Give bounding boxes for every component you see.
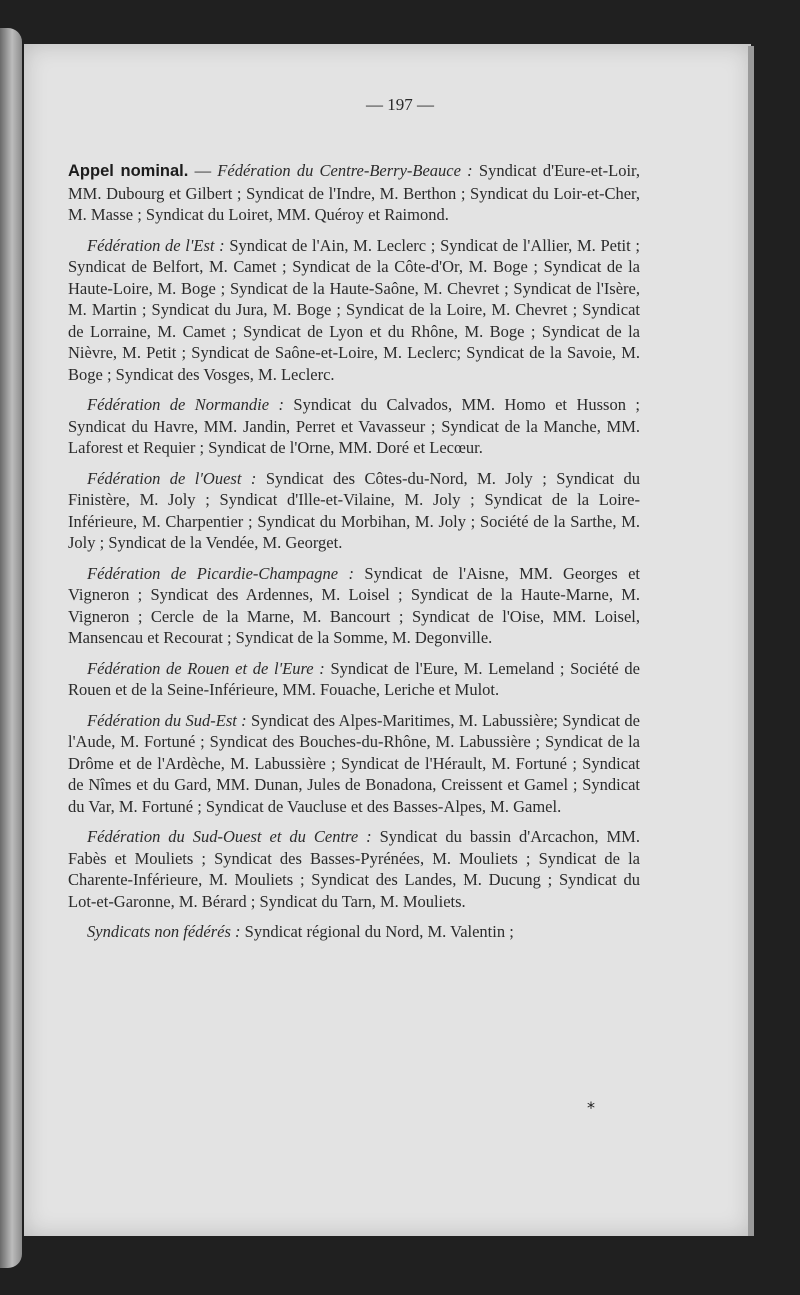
federation-heading: Fédération du Sud-Ouest et du Centre : (87, 827, 372, 846)
page-edge-shadow (748, 46, 754, 1236)
federation-body: Syndicat de l'Eure, M. Lemeland ; Société de Rouen et de la Seine-Inférieure, MM. Fouache, Leriche et Mulot. (68, 658, 640, 699)
footer-asterisk: * (587, 1098, 595, 1117)
federation-heading: Fédération de Rouen et de l'Eure : (87, 658, 325, 678)
federation-body: Syndicat du bassin d'Arcachon, MM. Fabès et Mouliets ; Syndicat des Basses-Pyrénées, M. Mouliets ; Syndicat de la Charente-Inférieure, M. Mouliets ; Syndicat des Landes, M. Ducung ; Syndicat du Lot-et-Garonne, M. Bérard ; Syndicat du Tarn, M. Mouliets. (68, 827, 640, 911)
federation-heading: Fédération de l'Est : (87, 235, 225, 255)
paragraph-federation-rouen-eure (68, 658, 640, 701)
federation-body: Syndicat régional du Nord, M. Valentin ; (240, 922, 514, 941)
paragraph-federation-sud-est (68, 710, 640, 818)
federation-body: Syndicat du Calvados, MM. Homo et Husson ; Syndicat du Havre, MM. Jandin, Perret et Vavasseur ; Syndicat de la Manche, MM. Laforest et Requier ; Syndicat de l'Orne, MM. Doré et Lecœur. (68, 395, 640, 457)
paragraph-federation-sud-ouest-centre (68, 826, 640, 912)
page-number: — 197 — (366, 95, 434, 114)
federation-body: Syndicat d'Eure-et-Loir, MM. Dubourg et Gilbert ; Syndicat de l'Indre, M. Berthon ; Syndicat du Loir-et-Cher, M. Masse ; Syndicat du Loiret, MM. Quéroy et Raimond. (68, 161, 640, 224)
paragraph-federation-picardie-champagne (68, 563, 640, 649)
facing-page-edge (0, 28, 22, 1268)
federation-body: Syndicat des Côtes-du-Nord, M. Joly ; Syndicat du Finistère, M. Joly ; Syndicat d'Ille-et-Vilaine, M. Joly ; Syndicat de la Loire-Inférieure, M. Charpentier ; Syndicat du Morbihan, M. Joly ; Société de la Sarthe, M. Joly ; Syndicat de la Vendée, M. Georget. (68, 468, 640, 552)
federation-heading: Fédération de Normandie : (87, 395, 284, 414)
federation-heading: Fédération de l'Ouest : (87, 468, 257, 488)
page-body (68, 160, 640, 943)
paragraph-roll-call (68, 160, 640, 226)
roll-call-title: Appel nominal. (68, 162, 189, 180)
paragraph-syndicats-non-federes (68, 921, 640, 943)
paragraph-federation-est (68, 235, 640, 386)
federation-heading: Fédération de Picardie-Champagne : (87, 563, 355, 583)
paragraph-federation-normandie (68, 394, 640, 459)
federation-heading: Fédération du Sud-Est : (87, 710, 247, 730)
roll-call-dash: — (188, 161, 218, 180)
federation-body: Syndicat de l'Ain, M. Leclerc ; Syndicat de l'Allier, M. Petit ; Syndicat de Belfort, M. Camet ; Syndicat de la Côte-d'Or, M. Boge ; Syndicat de la Haute-Loire, M. Boge ; Syndicat de la Haute-Saône, M. Chevret ; Syndicat de l'Isère, M. Martin ; Syndicat du Jura, M. Boge ; Syndicat de la Loire, M. Chevret ; Syndicat de Lorraine, M. Camet ; Syndicat de Lyon et du Rhône, M. Boge ; Syndicat de la Nièvre, M. Petit ; Syndicat de Saône-et-Loire, M. Leclerc; Syndicat de la Savoie, M. Boge ; Syndicat des Vosges, M. Leclerc. (68, 235, 640, 384)
federation-heading: Syndicats non fédérés : (87, 922, 241, 941)
federation-body: Syndicat des Alpes-Maritimes, M. Labussière; Syndicat de l'Aude, M. Fortuné ; Syndicat des Bouches-du-Rhône, M. Labussière ; Syndicat de la Drôme et de l'Ardèche, M. Labussière ; Syndicat de l'Hérault, M. Fortuné ; Syndicat de Nîmes et du Gard, MM. Dunan, Jules de Bonadona, Creissent et Gamel ; Syndicat du Var, M. Fortuné ; Syndicat de Vaucluse et des Basses-Alpes, M. Gamel. (68, 710, 640, 816)
federation-heading: Fédération du Centre-Berry-Beauce : (217, 161, 473, 180)
federation-body: Syndicat de l'Aisne, MM. Georges et Vigneron ; Syndicat des Ardennes, M. Loisel ; Syndicat de la Haute-Marne, M. Vigneron ; Cercle de la Marne, M. Bancourt ; Syndicat de l'Oise, MM. Loisel, Mansencau et Recourat ; Syndicat de la Somme, M. Degonville. (68, 563, 640, 647)
paragraph-federation-ouest (68, 468, 640, 554)
